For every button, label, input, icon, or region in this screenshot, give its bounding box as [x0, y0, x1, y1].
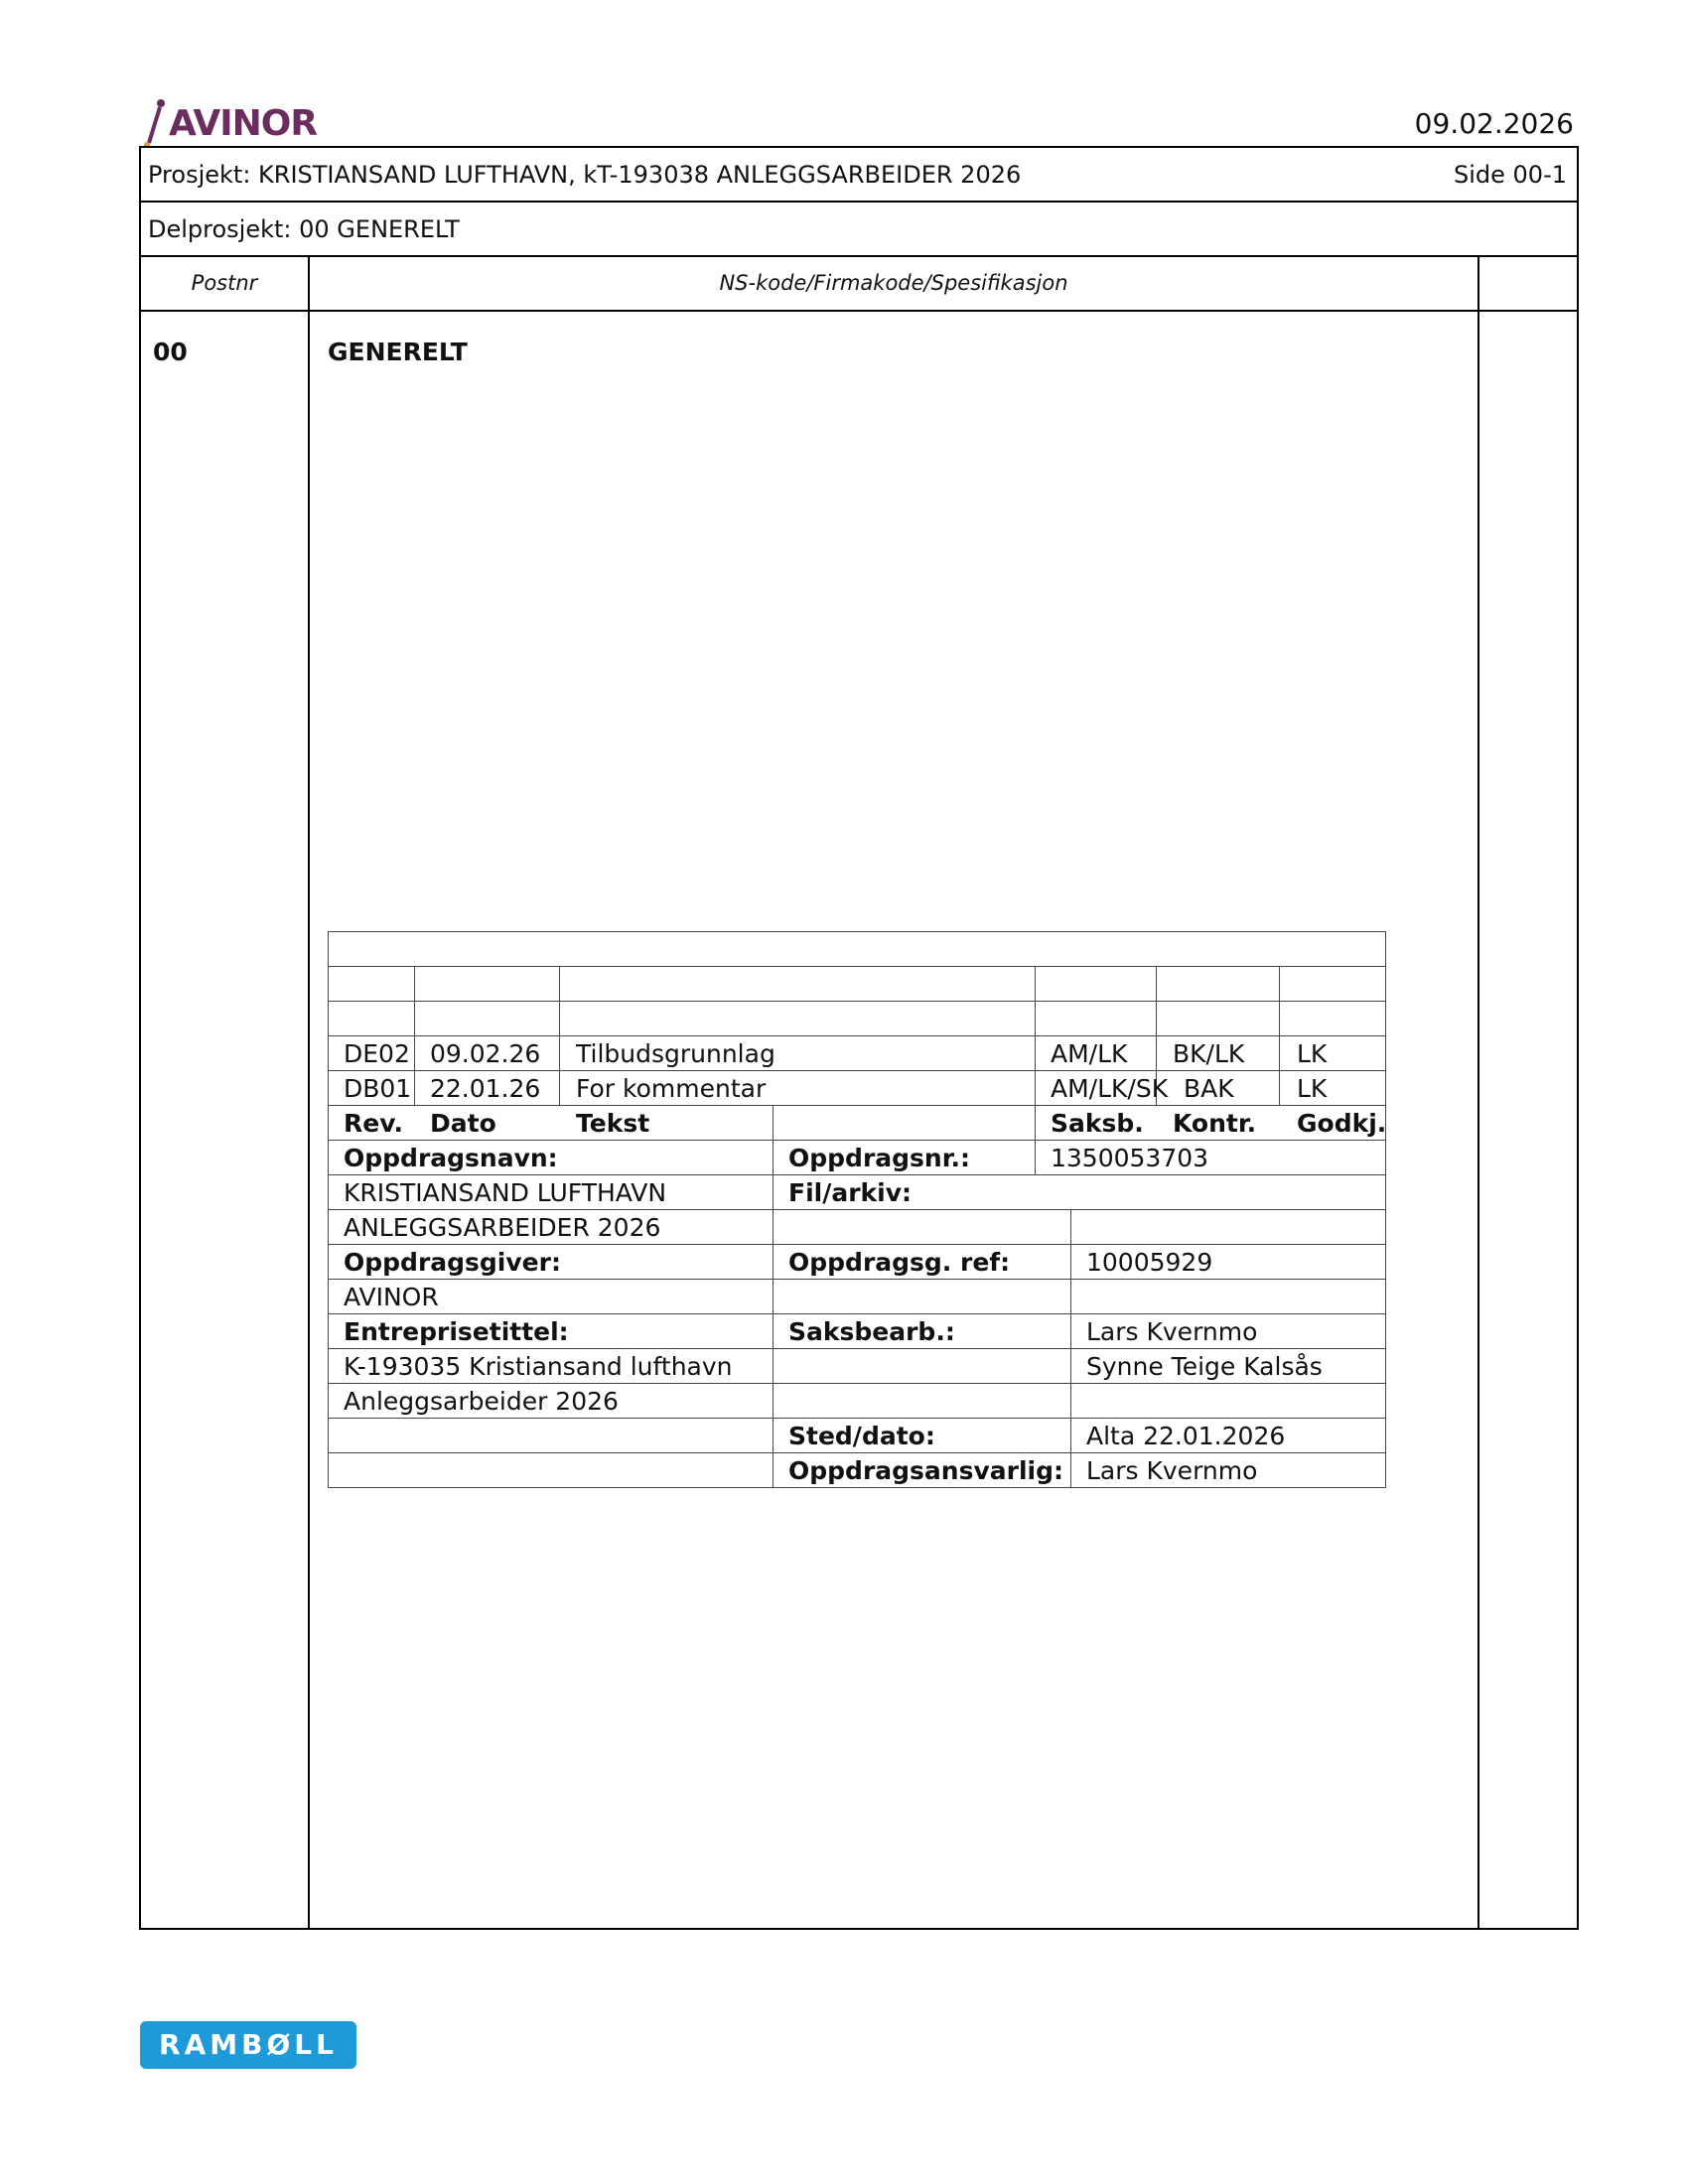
revision-header-rev: Rev. [344, 1109, 403, 1138]
avinor-logo [139, 97, 318, 149]
page-number: Side 00-1 [1454, 161, 1567, 189]
frame-top [139, 146, 1579, 148]
client: AVINOR [344, 1283, 439, 1311]
revision-date: 09.02.26 [430, 1039, 541, 1068]
assignment-name-label: Oppdragsnavn: [344, 1144, 558, 1172]
ramboll-logo: RAMBØLL [140, 2021, 356, 2069]
revision-header-godkj: Godkj. [1297, 1109, 1387, 1138]
revision-rev: DE02 [344, 1039, 410, 1068]
column-header-postnr: Postnr [191, 271, 258, 295]
revision-header-kontr: Kontr. [1173, 1109, 1257, 1138]
frame-row2 [139, 255, 1579, 257]
subproject-title: Delprosjekt: 00 GENERELT [148, 215, 460, 243]
contract-line2: Anleggsarbeider 2026 [344, 1387, 619, 1416]
print-date: 09.02.2026 [1414, 107, 1574, 140]
revision-saksb: AM/LK [1051, 1039, 1128, 1068]
responsible-label: Oppdragsansvarlig: [788, 1456, 1063, 1485]
client-ref: 10005929 [1086, 1248, 1213, 1277]
revision-header-saksb: Saksb. [1051, 1109, 1144, 1138]
frame-row1 [139, 201, 1579, 203]
assignment-name-line1: KRISTIANSAND LUFTHAVN [344, 1178, 667, 1207]
contract-line1: K-193035 Kristiansand lufthavn [344, 1352, 733, 1381]
revision-kontr: BK/LK [1173, 1039, 1245, 1068]
handler-label: Saksbearb.: [788, 1317, 955, 1346]
frame-right [1577, 146, 1579, 1930]
handler-1: Lars Kvernmo [1086, 1317, 1258, 1346]
assignment-name-line2: ANLEGGSARBEIDER 2026 [344, 1213, 661, 1242]
responsible: Lars Kvernmo [1086, 1456, 1258, 1485]
revision-godkj: LK [1297, 1039, 1328, 1068]
contract-label: Entreprisetittel: [344, 1317, 569, 1346]
place-date: Alta 22.01.2026 [1086, 1422, 1286, 1450]
assignment-nr-label: Oppdragsnr.: [788, 1144, 970, 1172]
client-label: Oppdragsgiver: [344, 1248, 561, 1277]
avinor-logo-mark [139, 97, 169, 149]
section-title: GENERELT [328, 338, 468, 366]
project-title: Prosjekt: KRISTIANSAND LUFTHAVN, kT-193038 ANLEGGSARBEIDER 2026 [148, 161, 1022, 189]
column-header-spec: NS-kode/Firmakode/Spesifikasjon [719, 271, 1068, 295]
frame-col-postnr [308, 255, 310, 1930]
revision-saksb: AM/LK/SK [1051, 1074, 1169, 1103]
revision-text: Tilbudsgrunnlag [576, 1039, 775, 1068]
assignment-nr: 1350053703 [1051, 1144, 1209, 1172]
section-postnr: 00 [153, 338, 188, 366]
avinor-logo-text: AVINOR [169, 103, 318, 144]
revision-godkj: LK [1297, 1074, 1328, 1103]
file-label: Fil/arkiv: [788, 1178, 913, 1207]
revision-rev: DB01 [344, 1074, 412, 1103]
place-label: Sted/dato: [788, 1422, 935, 1450]
client-ref-label: Oppdragsg. ref: [788, 1248, 1011, 1277]
revision-header-date: Dato [430, 1109, 496, 1138]
handler-2: Synne Teige Kalsås [1086, 1352, 1323, 1381]
revision-header-text: Tekst [576, 1109, 650, 1138]
revision-date: 22.01.26 [430, 1074, 541, 1103]
frame-col-spec [1477, 255, 1479, 1930]
revision-kontr: BAK [1184, 1074, 1234, 1103]
frame-bottom [139, 1928, 1579, 1930]
frame-row3 [139, 310, 1579, 312]
frame-left [139, 146, 141, 1930]
title-block [328, 931, 1386, 1491]
revision-text: For kommentar [576, 1074, 767, 1103]
